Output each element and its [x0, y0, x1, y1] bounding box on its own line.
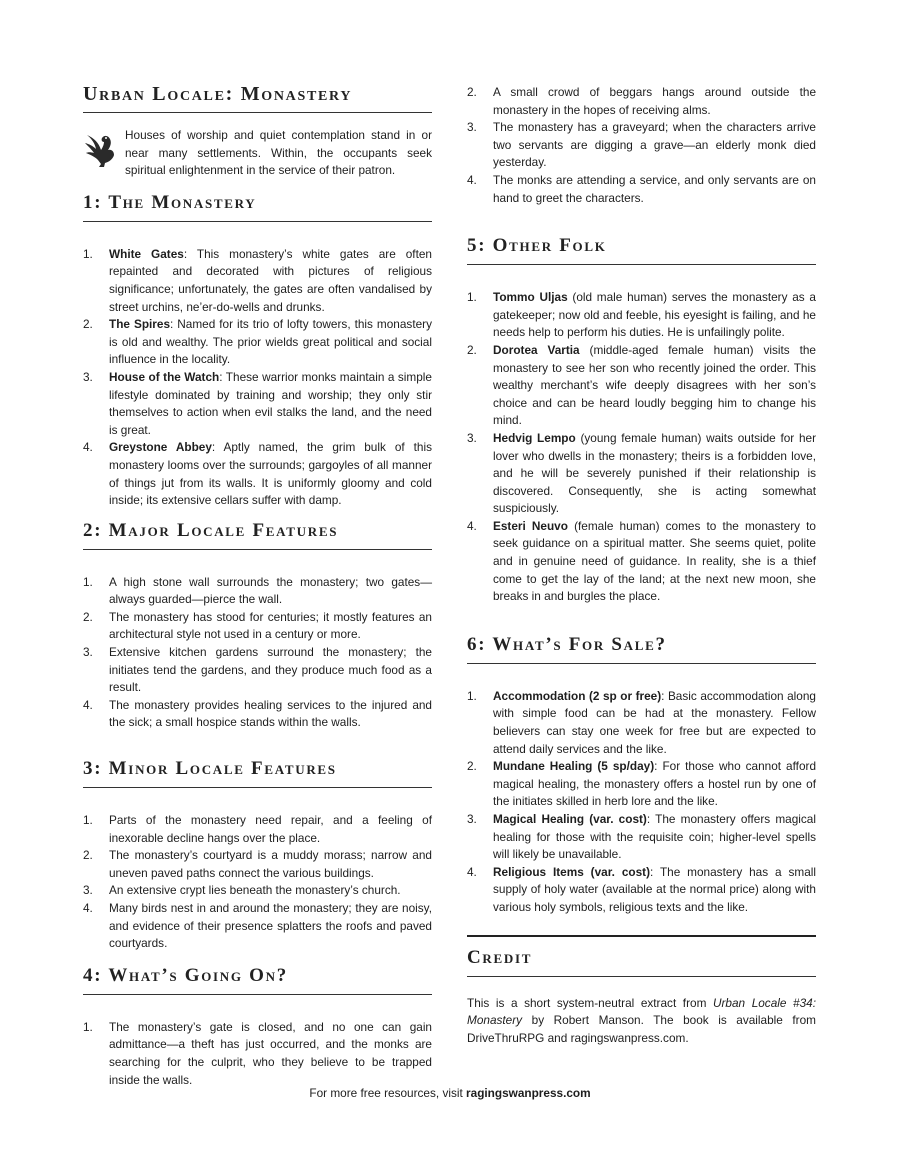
list-item: 1. A high stone wall surrounds the monastery; two gates—always guarded—pierce the wall. — [83, 574, 432, 607]
section-title-major: 2: Major Locale Features — [83, 520, 432, 550]
section-title-monastery: 1: The Monastery — [83, 192, 432, 222]
going-on-list-part1 — [83, 1019, 432, 1089]
list-item: 2. The monastery’s courtyard is a muddy morass; narrow and uneven paved paths connect the various buildings. — [83, 848, 432, 880]
monastery-list — [83, 246, 432, 510]
minor-features-list — [83, 812, 432, 953]
list-item: 4. Esteri Neuvo (female human) comes to the monastery to seek guidance on a spiritual matter. She seems quiet, polite and in genuine need of guidance. In reality, she is a thief come to get the lay of the land; at the next new moon, she breaks in and burgles the place. — [467, 518, 816, 604]
list-item: 1. Tommo Uljas (old male human) serves the monastery as a gatekeeper; now old and feeble, his eyesight is failing, and he needs help to perform his duties. He is unfailingly polite. — [467, 290, 816, 340]
list-item: 4. Religious Items (var. cost): The monastery has a small supply of holy water (available at the normal price) along with various holy symbols, religious texts and the like. — [467, 864, 816, 914]
intro-text: Houses of worship and quiet contemplation stand in or near many settlements. Within, the occupants seek spiritual enlightenment in the service of their patron. — [125, 128, 432, 178]
footer-text: For more free resources, visit — [309, 1086, 467, 1100]
major-features-list — [83, 574, 432, 732]
list-item: 4. The monastery provides healing services to the injured and the sick; a small hospice stands within the walls. — [83, 697, 432, 730]
list-item: 2. Dorotea Vartia (middle-aged female human) visits the monastery to see her son who recently joined the order. This wealthy merchant’s wife deeply disagrees with her son’s choice and can be heard loudly begging him to change his mind. — [467, 342, 816, 428]
list-item: 1. Parts of the monastery need repair, and a feeling of inexorable decline hangs over the place. — [83, 813, 432, 845]
list-item: 2. The monastery has stood for centuries; it mostly features an architectural style not used in a century or more. — [83, 609, 432, 642]
section-title-minor: 3: Minor Locale Features — [83, 758, 432, 788]
section-title-credit: Credit — [467, 947, 816, 977]
list-item: 4. Greystone Abbey: Aptly named, the grim bulk of this monastery looms over the surrounds; gargoyles of all manner of things jut from its walls. It is uniformly gloomy and cold inside; its extensive cellars suffer with damp. — [83, 440, 432, 508]
list-item: 3. Extensive kitchen gardens surround the monastery; the initiates tend the gardens, and they produce much food as a result. — [83, 645, 432, 695]
list-item: 4. The monks are attending a service, and only servants are on hand to greet the characters. — [467, 172, 816, 205]
right-column — [467, 84, 816, 1059]
list-item: 3. House of the Watch: These warrior monks maintain a simple lifestyle dominated by training and worship; they only stir themselves to action when evil stalks the land, and the need is great. — [83, 369, 432, 437]
left-column — [83, 83, 432, 1089]
credit-block — [467, 935, 816, 1048]
list-item: 3. Hedvig Lempo (young female human) waits outside for her lover who dwells in the monastery; theirs is a forbidden love, and he will be severely punished if their relationship is discovered. Consequently, she is acting somewhat suspiciously. — [467, 430, 817, 516]
list-item: 3. The monastery has a graveyard; when the characters arrive two servants are digging a grave—an elderly monk died yesterday. — [467, 120, 816, 170]
section-title-sale: 6: What’s For Sale? — [467, 634, 816, 664]
credit-text: This is a short system-neutral extract from Urban Locale #34: Monastery by Robert Manson. The book is available from DriveThruRPG and ragingswanpress.com. — [467, 995, 816, 1045]
footer-link[interactable]: ragingswanpress.com — [466, 1086, 591, 1100]
other-folk-list — [467, 289, 816, 606]
list-item: 1. White Gates: This monastery’s white gates are often repainted and decorated with pictures of religious significance; unfortunately, the gates are often vandalised by street urchins, ne’er-do-wells and drunks. — [83, 246, 432, 314]
list-item: 3. An extensive crypt lies beneath the monastery’s church. — [83, 883, 401, 898]
section-title-going-on: 4: What’s Going On? — [83, 965, 432, 995]
book-title: Urban Locale #34: Monastery — [467, 995, 816, 1028]
going-on-list-part2 — [467, 84, 816, 207]
list-item: 2. The Spires: Named for its trio of lofty towers, this monastery is old and wealthy. The prior wields great political and social influence in the locality. — [83, 317, 432, 367]
page-title: Urban Locale: Monastery — [83, 83, 432, 113]
list-item: 1. Accommodation (2 sp or free): Basic accommodation along with simple food can be had at the monastery. Fellow believers can stay one week for free but are expected to attend daily services and the like. — [467, 688, 816, 756]
footer — [0, 1085, 900, 1103]
for-sale-list — [467, 688, 816, 917]
list-item: 2. Mundane Healing (5 sp/day): For those who cannot afford magical healing, the monastery offers a hostel run by one of the initiates skilled in herb lore and the like. — [467, 759, 816, 809]
intro-block — [83, 127, 432, 180]
list-item: 4. Many birds nest in and around the monastery; they are noisy, and evidence of their presence splatters the roofs and paved courtyards. — [83, 901, 432, 951]
swan-logo-icon — [83, 129, 119, 169]
list-item: 3. Magical Healing (var. cost): The monastery offers magical healing for those with the requisite coin; higher-level spells will likely be unavailable. — [467, 812, 816, 862]
list-item: 1. The monastery’s gate is closed, and no one can gain admittance—a theft has just occurred, and the monks are searching for the culprit, who they believe to be trapped inside the walls. — [83, 1019, 432, 1087]
list-item: 2. A small crowd of beggars hangs around outside the monastery in the hopes of receiving alms. — [467, 85, 816, 117]
section-title-folk: 5: Other Folk — [467, 235, 816, 265]
